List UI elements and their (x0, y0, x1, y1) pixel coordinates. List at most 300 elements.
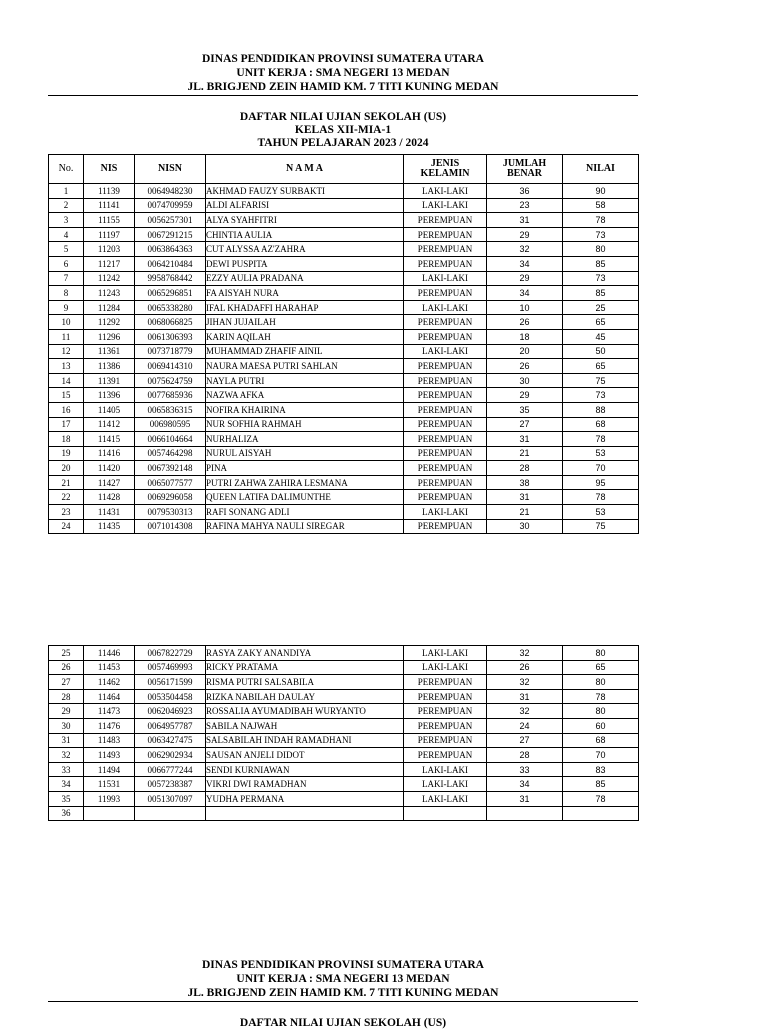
cell-nisn: 006980595 (135, 417, 206, 432)
cell-no: 1 (49, 184, 84, 199)
cell-nilai: 60 (563, 718, 639, 733)
cell-nis: 11217 (84, 256, 135, 271)
cell-nama: PUTRI ZAHWA ZAHIRA LESMANA (206, 475, 404, 490)
cell-nilai: 58 (563, 198, 639, 213)
cell-nisn: 0067291215 (135, 227, 206, 242)
table-row (49, 704, 639, 719)
cell-nama: NAYLA PUTRI (206, 373, 404, 388)
cell-jumlah-benar: 34 (487, 256, 563, 271)
cell-jumlah-benar: 30 (487, 373, 563, 388)
cell-nilai: 95 (563, 475, 639, 490)
cell-nama: RICKY PRATAMA (206, 660, 404, 675)
cell-nilai: 85 (563, 256, 639, 271)
cell-jenis-kelamin: LAKI-LAKI (404, 300, 487, 315)
cell-nama: CUT ALYSSA AZ'ZAHRA (206, 242, 404, 257)
table-row (49, 256, 639, 271)
cell-nisn: 0066104664 (135, 432, 206, 447)
cell-jumlah-benar: 29 (487, 271, 563, 286)
cell-nis: 11242 (84, 271, 135, 286)
cell-jenis-kelamin: PEREMPUAN (404, 733, 487, 748)
cell-no: 15 (49, 388, 84, 403)
cell-jumlah-benar: 23 (487, 198, 563, 213)
cell-nilai: 80 (563, 675, 639, 690)
cell-no: 31 (49, 733, 84, 748)
cell-jumlah-benar (487, 806, 563, 821)
cell-nama: IFAL KHADAFFI HARAHAP (206, 300, 404, 315)
table-row (49, 689, 639, 704)
cell-nilai: 65 (563, 359, 639, 374)
cell-jenis-kelamin: LAKI-LAKI (404, 646, 487, 661)
cell-nama: SAUSAN ANJELI DIDOT (206, 748, 404, 763)
cell-nisn: 0062902934 (135, 748, 206, 763)
cell-no: 30 (49, 718, 84, 733)
page2-header-agency: DINAS PENDIDIKAN PROVINSI SUMATERA UTARA (202, 959, 484, 971)
cell-no: 9 (49, 300, 84, 315)
cell-nilai: 65 (563, 660, 639, 675)
table-row (49, 646, 639, 661)
cell-jenis-kelamin: PEREMPUAN (404, 446, 487, 461)
col-header-nama: N A M A (206, 155, 404, 184)
cell-jumlah-benar: 35 (487, 402, 563, 417)
cell-jenis-kelamin: PEREMPUAN (404, 388, 487, 403)
cell-no: 6 (49, 256, 84, 271)
col-header-jumlah-line1: JUMLAH (502, 158, 547, 169)
cell-no: 13 (49, 359, 84, 374)
cell-nis: 11473 (84, 704, 135, 719)
cell-nis: 11391 (84, 373, 135, 388)
table-body-part2 (49, 646, 639, 821)
cell-jumlah-benar: 20 (487, 344, 563, 359)
cell-jenis-kelamin: LAKI-LAKI (404, 344, 487, 359)
cell-no: 32 (49, 748, 84, 763)
cell-jumlah-benar: 10 (487, 300, 563, 315)
cell-nilai: 73 (563, 271, 639, 286)
cell-jumlah-benar: 31 (487, 432, 563, 447)
cell-no: 34 (49, 777, 84, 792)
cell-nisn: 0074709959 (135, 198, 206, 213)
table-row (49, 660, 639, 675)
cell-jenis-kelamin: PEREMPUAN (404, 475, 487, 490)
cell-jenis-kelamin: PEREMPUAN (404, 490, 487, 505)
cell-nis: 11412 (84, 417, 135, 432)
cell-nama: QUEEN LATIFA DALIMUNTHE (206, 490, 404, 505)
cell-jumlah-benar: 29 (487, 388, 563, 403)
cell-nis: 11464 (84, 689, 135, 704)
cell-no: 7 (49, 271, 84, 286)
table-row (49, 748, 639, 763)
table-row (49, 505, 639, 520)
cell-nilai: 45 (563, 329, 639, 344)
table-row (49, 388, 639, 403)
cell-nis: 11420 (84, 461, 135, 476)
cell-nilai (563, 806, 639, 821)
cell-nama: RAFINA MAHYA NAULI SIREGAR (206, 519, 404, 534)
cell-nilai: 88 (563, 402, 639, 417)
cell-jumlah-benar: 31 (487, 689, 563, 704)
cell-no: 18 (49, 432, 84, 447)
table-row (49, 733, 639, 748)
cell-nisn: 0073718779 (135, 344, 206, 359)
cell-jumlah-benar: 29 (487, 227, 563, 242)
cell-nisn: 9958768442 (135, 271, 206, 286)
title-main: DAFTAR NILAI UJIAN SEKOLAH (US) (239, 111, 447, 123)
cell-no: 4 (49, 227, 84, 242)
cell-jumlah-benar: 33 (487, 762, 563, 777)
table-row (49, 344, 639, 359)
cell-no: 23 (49, 505, 84, 520)
cell-nis: 11494 (84, 762, 135, 777)
cell-nisn: 0064957787 (135, 718, 206, 733)
col-header-jumlah-line2: BENAR (506, 168, 542, 179)
table-row (49, 329, 639, 344)
table-row (49, 359, 639, 374)
table-row (49, 198, 639, 213)
cell-nilai: 85 (563, 286, 639, 301)
page2-header-unit: UNIT KERJA : SMA NEGERI 13 MEDAN (236, 973, 450, 985)
cell-nis (84, 806, 135, 821)
cell-jenis-kelamin (404, 806, 487, 821)
cell-nisn: 0063427475 (135, 733, 206, 748)
cell-jumlah-benar: 26 (487, 315, 563, 330)
page2-header-address: JL. BRIGJEND ZEIN HAMID KM. 7 TITI KUNING MEDAN (187, 987, 499, 999)
cell-jenis-kelamin: LAKI-LAKI (404, 791, 487, 806)
cell-nama: ALDI ALFARISI (206, 198, 404, 213)
title-class: KELAS XII-MIA-1 (294, 124, 392, 136)
cell-nisn: 0065836315 (135, 402, 206, 417)
cell-nama: PINA (206, 461, 404, 476)
cell-nisn: 0067822729 (135, 646, 206, 661)
cell-jenis-kelamin: LAKI-LAKI (404, 777, 487, 792)
cell-nilai: 78 (563, 432, 639, 447)
cell-nisn: 0062046923 (135, 704, 206, 719)
cell-nis: 11446 (84, 646, 135, 661)
cell-nilai: 85 (563, 777, 639, 792)
cell-jenis-kelamin: PEREMPUAN (404, 373, 487, 388)
cell-nama: SABILA NAJWAH (206, 718, 404, 733)
cell-jenis-kelamin: PEREMPUAN (404, 213, 487, 228)
cell-jenis-kelamin: PEREMPUAN (404, 432, 487, 447)
cell-nilai: 50 (563, 344, 639, 359)
cell-nama: NAURA MAESA PUTRI SAHLAN (206, 359, 404, 374)
header-unit: UNIT KERJA : SMA NEGERI 13 MEDAN (236, 67, 450, 79)
cell-nilai: 70 (563, 461, 639, 476)
table-row (49, 519, 639, 534)
cell-nisn: 0077685936 (135, 388, 206, 403)
cell-no: 20 (49, 461, 84, 476)
cell-no: 8 (49, 286, 84, 301)
cell-nisn: 0075624759 (135, 373, 206, 388)
cell-nis: 11993 (84, 791, 135, 806)
cell-nama (206, 806, 404, 821)
cell-nis: 11296 (84, 329, 135, 344)
cell-nisn: 0051307097 (135, 791, 206, 806)
cell-no: 28 (49, 689, 84, 704)
page2-title-main: DAFTAR NILAI UJIAN SEKOLAH (US) (239, 1017, 447, 1029)
cell-nilai: 65 (563, 315, 639, 330)
cell-jumlah-benar: 27 (487, 733, 563, 748)
cell-nis: 11361 (84, 344, 135, 359)
cell-jenis-kelamin: PEREMPUAN (404, 704, 487, 719)
cell-nis: 11386 (84, 359, 135, 374)
table-row (49, 213, 639, 228)
cell-nisn: 0068066825 (135, 315, 206, 330)
cell-jenis-kelamin: PEREMPUAN (404, 402, 487, 417)
cell-jumlah-benar: 31 (487, 213, 563, 228)
table-row (49, 402, 639, 417)
table-row (49, 718, 639, 733)
page-header (48, 52, 638, 96)
cell-jenis-kelamin: PEREMPUAN (404, 242, 487, 257)
cell-nisn: 0079530313 (135, 505, 206, 520)
cell-nis: 11416 (84, 446, 135, 461)
cell-nama: RAFI SONANG ADLI (206, 505, 404, 520)
cell-jumlah-benar: 32 (487, 675, 563, 690)
cell-no: 24 (49, 519, 84, 534)
cell-nama: FA AISYAH NURA (206, 286, 404, 301)
cell-nisn: 0057238387 (135, 777, 206, 792)
cell-no: 2 (49, 198, 84, 213)
cell-jenis-kelamin: PEREMPUAN (404, 227, 487, 242)
cell-nama: DEWI PUSPITA (206, 256, 404, 271)
cell-nama: SALSABILAH INDAH RAMADHANI (206, 733, 404, 748)
cell-nisn: 0065338280 (135, 300, 206, 315)
cell-jenis-kelamin: LAKI-LAKI (404, 271, 487, 286)
cell-nis: 11139 (84, 184, 135, 199)
col-header-jenis-line1: JENIS (430, 158, 460, 169)
table-row (49, 300, 639, 315)
cell-nama: CHINTIA AULIA (206, 227, 404, 242)
cell-no: 29 (49, 704, 84, 719)
cell-nilai: 73 (563, 388, 639, 403)
cell-jenis-kelamin: PEREMPUAN (404, 417, 487, 432)
table-row (49, 373, 639, 388)
cell-nisn: 0057469993 (135, 660, 206, 675)
table-row (49, 791, 639, 806)
cell-nilai: 53 (563, 446, 639, 461)
cell-jenis-kelamin: PEREMPUAN (404, 256, 487, 271)
cell-no: 14 (49, 373, 84, 388)
cell-nama: VIKRI DWI RAMADHAN (206, 777, 404, 792)
cell-nisn: 0053504458 (135, 689, 206, 704)
cell-nis: 11396 (84, 388, 135, 403)
cell-nilai: 90 (563, 184, 639, 199)
cell-jenis-kelamin: PEREMPUAN (404, 689, 487, 704)
cell-jumlah-benar: 21 (487, 505, 563, 520)
cell-jumlah-benar: 26 (487, 359, 563, 374)
cell-jenis-kelamin: PEREMPUAN (404, 675, 487, 690)
cell-nama: EZZY AULIA PRADANA (206, 271, 404, 286)
cell-no: 35 (49, 791, 84, 806)
col-header-jenis-line2: KELAMIN (420, 168, 470, 179)
cell-no: 19 (49, 446, 84, 461)
cell-no: 5 (49, 242, 84, 257)
cell-nama: RISMA PUTRI SALSABILA (206, 675, 404, 690)
cell-nis: 11203 (84, 242, 135, 257)
cell-nis: 11427 (84, 475, 135, 490)
header-agency: DINAS PENDIDIKAN PROVINSI SUMATERA UTARA (202, 53, 484, 65)
cell-nilai: 80 (563, 646, 639, 661)
table-row (49, 777, 639, 792)
col-header-nis: NIS (84, 155, 135, 184)
cell-nis: 11141 (84, 198, 135, 213)
cell-jumlah-benar: 38 (487, 475, 563, 490)
cell-no: 12 (49, 344, 84, 359)
cell-nilai: 75 (563, 519, 639, 534)
header-address: JL. BRIGJEND ZEIN HAMID KM. 7 TITI KUNING MEDAN (187, 81, 499, 93)
cell-nis: 11462 (84, 675, 135, 690)
cell-jenis-kelamin: LAKI-LAKI (404, 505, 487, 520)
cell-nilai: 73 (563, 227, 639, 242)
table-header-row (49, 155, 639, 184)
cell-no: 22 (49, 490, 84, 505)
col-header-no: No. (49, 155, 84, 184)
cell-nisn: 0065296851 (135, 286, 206, 301)
cell-no: 26 (49, 660, 84, 675)
cell-nilai: 78 (563, 791, 639, 806)
cell-jumlah-benar: 18 (487, 329, 563, 344)
cell-nis: 11493 (84, 748, 135, 763)
cell-jumlah-benar: 30 (487, 519, 563, 534)
col-header-jenis-kelamin (404, 155, 487, 184)
cell-no: 11 (49, 329, 84, 344)
cell-nama: NAZWA AFKA (206, 388, 404, 403)
cell-nisn: 0069296058 (135, 490, 206, 505)
table-row (49, 315, 639, 330)
cell-no: 21 (49, 475, 84, 490)
cell-no: 33 (49, 762, 84, 777)
cell-nilai: 68 (563, 733, 639, 748)
cell-nisn: 0061306393 (135, 329, 206, 344)
cell-nama: AKHMAD FAUZY SURBAKTI (206, 184, 404, 199)
table-row (49, 675, 639, 690)
cell-nis: 11428 (84, 490, 135, 505)
cell-nisn: 0056257301 (135, 213, 206, 228)
cell-no: 17 (49, 417, 84, 432)
cell-nama: YUDHA PERMANA (206, 791, 404, 806)
cell-nis: 11155 (84, 213, 135, 228)
table-row (49, 762, 639, 777)
table-row (49, 806, 639, 821)
cell-nama: SENDI KURNIAWAN (206, 762, 404, 777)
cell-jumlah-benar: 32 (487, 646, 563, 661)
cell-jenis-kelamin: PEREMPUAN (404, 315, 487, 330)
header-rule (48, 95, 638, 96)
cell-nama: NURUL AISYAH (206, 446, 404, 461)
cell-jumlah-benar: 32 (487, 704, 563, 719)
cell-jumlah-benar: 32 (487, 242, 563, 257)
cell-nisn: 0069414310 (135, 359, 206, 374)
cell-nilai: 83 (563, 762, 639, 777)
cell-no: 3 (49, 213, 84, 228)
cell-jumlah-benar: 27 (487, 417, 563, 432)
table-row (49, 227, 639, 242)
table-row (49, 417, 639, 432)
cell-jenis-kelamin: PEREMPUAN (404, 748, 487, 763)
cell-nisn: 0064948230 (135, 184, 206, 199)
table-row (49, 446, 639, 461)
grades-table-part1 (48, 154, 639, 534)
document-title (48, 111, 638, 150)
cell-nisn: 0057464298 (135, 446, 206, 461)
cell-nilai: 78 (563, 490, 639, 505)
cell-no: 16 (49, 402, 84, 417)
cell-nilai: 25 (563, 300, 639, 315)
cell-nilai: 80 (563, 242, 639, 257)
cell-nama: ROSSALIA AYUMADIBAH WURYANTO (206, 704, 404, 719)
cell-no: 10 (49, 315, 84, 330)
cell-jumlah-benar: 34 (487, 286, 563, 301)
cell-jenis-kelamin: PEREMPUAN (404, 718, 487, 733)
cell-nilai: 80 (563, 704, 639, 719)
cell-nisn: 0056171599 (135, 675, 206, 690)
cell-nama: MUHAMMAD ZHAFIF AINIL (206, 344, 404, 359)
cell-nis: 11284 (84, 300, 135, 315)
table-row (49, 432, 639, 447)
cell-jenis-kelamin: LAKI-LAKI (404, 762, 487, 777)
cell-nis: 11531 (84, 777, 135, 792)
cell-jenis-kelamin: PEREMPUAN (404, 461, 487, 476)
cell-nama: ALYA SYAHFITRI (206, 213, 404, 228)
cell-nama: KARIN AQILAH (206, 329, 404, 344)
cell-nama: JIHAN JUJAILAH (206, 315, 404, 330)
cell-jenis-kelamin: PEREMPUAN (404, 519, 487, 534)
cell-nis: 11453 (84, 660, 135, 675)
cell-no: 36 (49, 806, 84, 821)
cell-nis: 11415 (84, 432, 135, 447)
cell-nama: RASYA ZAKY ANANDIYA (206, 646, 404, 661)
page2-header (48, 958, 638, 1002)
cell-jumlah-benar: 21 (487, 446, 563, 461)
col-header-jumlah-benar (487, 155, 563, 184)
cell-nis: 11431 (84, 505, 135, 520)
cell-nisn: 0067392148 (135, 461, 206, 476)
cell-jumlah-benar: 28 (487, 461, 563, 476)
title-year: TAHUN PELAJARAN 2023 / 2024 (257, 137, 429, 149)
cell-jenis-kelamin: LAKI-LAKI (404, 198, 487, 213)
cell-jumlah-benar: 31 (487, 791, 563, 806)
cell-jumlah-benar: 28 (487, 748, 563, 763)
cell-nis: 11292 (84, 315, 135, 330)
cell-nama: NOFIRA KHAIRINA (206, 402, 404, 417)
cell-jenis-kelamin: LAKI-LAKI (404, 660, 487, 675)
cell-nisn: 0065077577 (135, 475, 206, 490)
table-row (49, 271, 639, 286)
cell-nis: 11435 (84, 519, 135, 534)
col-header-nisn: NISN (135, 155, 206, 184)
cell-jumlah-benar: 36 (487, 184, 563, 199)
cell-no: 25 (49, 646, 84, 661)
cell-no: 27 (49, 675, 84, 690)
col-header-nilai: NILAI (563, 155, 639, 184)
grades-table-part2 (48, 645, 639, 821)
cell-jenis-kelamin: PEREMPUAN (404, 329, 487, 344)
cell-nis: 11483 (84, 733, 135, 748)
cell-jumlah-benar: 34 (487, 777, 563, 792)
table-body-part1 (49, 184, 639, 534)
cell-nis: 11243 (84, 286, 135, 301)
table-row (49, 475, 639, 490)
cell-nilai: 75 (563, 373, 639, 388)
cell-jenis-kelamin: PEREMPUAN (404, 359, 487, 374)
cell-nilai: 78 (563, 689, 639, 704)
cell-nis: 11476 (84, 718, 135, 733)
table-row (49, 184, 639, 199)
cell-nilai: 53 (563, 505, 639, 520)
cell-nilai: 70 (563, 748, 639, 763)
table-row (49, 286, 639, 301)
cell-nisn: 0063864363 (135, 242, 206, 257)
cell-nisn (135, 806, 206, 821)
